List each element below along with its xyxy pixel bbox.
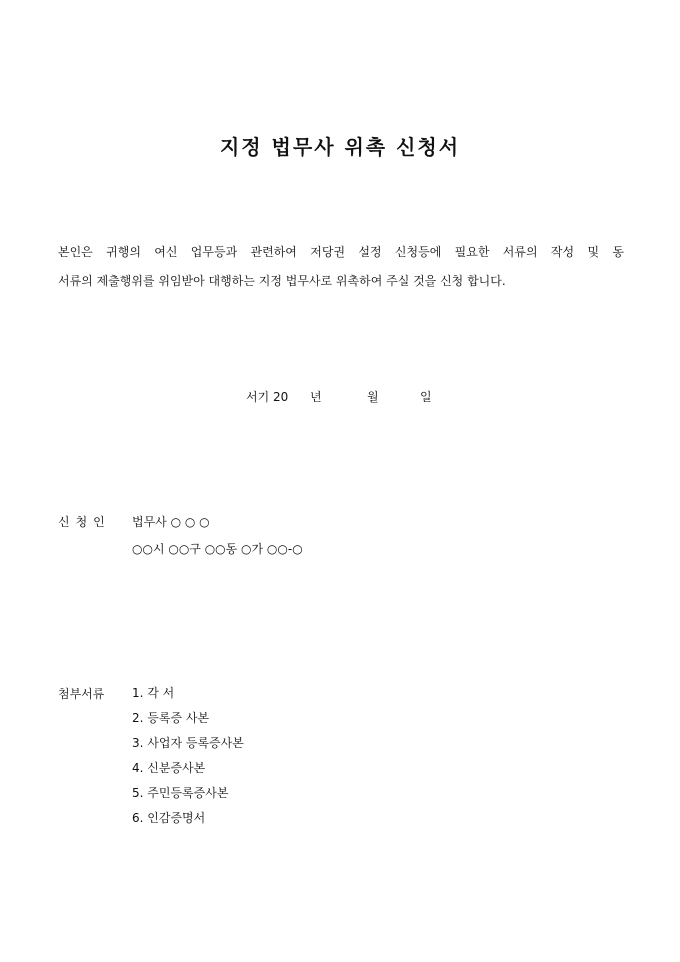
document-title: 지정 법무사 위촉 신청서 [219,135,461,159]
attachment-item: 4. 신분증사본 [132,761,206,775]
applicant-address: ○○시 ○○구 ○○동 ○가 ○○-○ [132,542,303,556]
date-era-year: 서기 20 [246,390,289,404]
attachments-label: 첨부서류 [58,687,105,701]
request-line-1: 본인은 귀행의 여신 업무등과 관련하여 저당권 설정 신청등에 필요한 서류의 작성 및 동 [58,245,624,259]
attachment-item: 6. 인감증명서 [132,811,206,825]
date-year-unit: 년 [310,390,322,404]
applicant-name: 법무사 ○ ○ ○ [132,515,210,529]
applicant-label: 신청인 [58,515,111,529]
request-line-2: 서류의 제출행위를 위임받아 대행하는 지정 법무사로 위촉하여 주실 것을 신청 합니다. [58,274,506,288]
attachment-item: 1. 각 서 [132,686,175,700]
attachment-item: 2. 등록증 사본 [132,711,210,725]
date-day-unit: 일 [420,390,432,404]
request-paragraph [58,238,624,296]
attachments-list [132,685,244,835]
attachment-item: 3. 사업자 등록증사본 [132,736,244,750]
attachment-item: 5. 주민등록증사본 [132,786,229,800]
date-month-unit: 월 [367,390,379,404]
